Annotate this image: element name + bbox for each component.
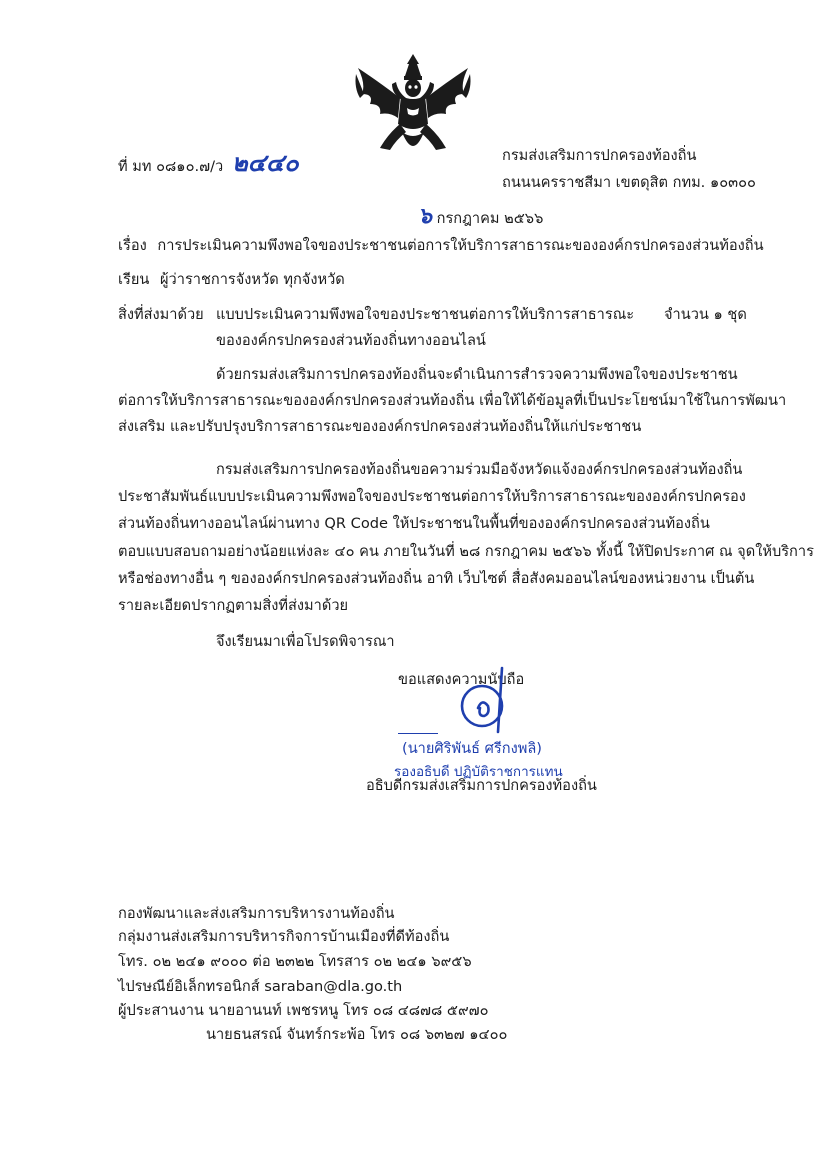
signer-title-acting: รองอธิบดี ปฏิบัติราชการแทน [394,764,563,780]
footer-phone: โทร. ๐๒ ๒๔๑ ๙๐๐๐ ต่อ ๒๓๒๒ โทรสาร ๐๒ ๒๔๑ ๖๙๕๖ [118,953,472,970]
footer-coordinator-2: นายธนสรณ์ จันทร์กระพ้อ โทร ๐๘ ๖๓๒๗ ๑๔๐๐ [206,1026,508,1043]
garuda-emblem-icon [352,54,474,160]
closing-salutation: ขอแสดงความนับถือ [398,671,525,688]
body-p1-line3: ส่งเสริม และปรับปรุงบริการสาธารณะขององค์กรปกครองส่วนท้องถิ่นให้แก่ประชาชน [118,418,642,435]
recipient-label: เรียน [118,271,150,288]
enclosure-quantity: จำนวน ๑ ชุด [664,306,747,323]
org-name: กรมส่งเสริมการปกครองท้องถิ่น [502,147,697,164]
signer-title: อธิบดีกรมส่งเสริมการปกครองท้องถิ่น [366,777,597,794]
handwritten-signature-icon [440,662,530,736]
letter-date [418,198,543,233]
date-month-year: กรกฎาคม ๒๕๖๖ [436,210,544,227]
body-p2-line2: ประชาสัมพันธ์แบบประเมินความพึงพอใจของประชาชนต่อการให้บริการสาธารณะขององค์กรปกครอง [118,488,746,505]
subject-line [118,234,764,257]
signature-underline [398,733,438,734]
recipient-text: ผู้ว่าราชการจังหวัด ทุกจังหวัด [160,271,345,288]
reference-line [118,143,299,182]
signer-name: (นายศิริพันธ์ ศรีกงพลิ) [402,740,542,757]
reference-number: ๒๔๔๐ [231,148,299,177]
subject-text: การประเมินความพึงพอใจของประชาชนต่อการให้บริการสาธารณะขององค์กรปกครองส่วนท้องถิ่น [157,237,764,254]
body-p2-line6: รายละเอียดปรากฏตามสิ่งที่ส่งมาด้วย [118,597,349,614]
footer-email: ไปรษณีย์อิเล็กทรอนิกส์ saraban@dla.go.th [118,978,403,995]
footer-section: กลุ่มงานส่งเสริมการบริหารกิจการบ้านเมืองที่ดีท้องถิ่น [118,928,450,945]
body-p1-line2: ต่อการให้บริการสาธารณะขององค์กรปกครองส่วนท้องถิ่น เพื่อให้ได้ข้อมูลที่เป็นประโยชน์มาใช้ในการพัฒนา [118,392,787,409]
enclosure-label: สิ่งที่ส่งมาด้วย [118,306,204,323]
body-p2-line3: ส่วนท้องถิ่นทางออนไลน์ผ่านทาง QR Code ให้ประชาชนในพื้นที่ขององค์กรปกครองส่วนท้องถิ่น [118,515,710,532]
footer-division: กองพัฒนาและส่งเสริมการบริหารงานท้องถิ่น [118,905,395,922]
body-p2-line4: ตอบแบบสอบถามอย่างน้อยแห่งละ ๔๐ คน ภายในวันที่ ๒๘ กรกฎาคม ๒๕๖๖ ทั้งนี้ ให้ปิดประกาศ ณ จุดให้บริการ [118,543,814,560]
reference-prefix: ที่ มท ๐๘๑๐.๗/ว [118,158,224,175]
body-p2-line1: กรมส่งเสริมการปกครองท้องถิ่นขอความร่วมมือจังหวัดแจ้งองค์กรปกครองส่วนท้องถิ่น [216,461,743,478]
enclosure-line1: แบบประเมินความพึงพอใจของประชาชนต่อการให้บริการสาธารณะ [216,306,635,323]
org-address: ถนนนครราชสีมา เขตดุสิต กทม. ๑๐๓๐๐ [502,174,756,191]
footer-coordinator-1: ผู้ประสานงาน นายอานนท์ เพชรหนู โทร ๐๘ ๔๘๗๘ ๕๙๗๐ [118,1002,489,1019]
closing-request: จึงเรียนมาเพื่อโปรดพิจารณา [216,633,395,650]
date-day: ๖ [418,203,432,229]
body-p1-line1: ด้วยกรมส่งเสริมการปกครองท้องถิ่นจะดำเนินการสำรวจความพึงพอใจของประชาชน [216,366,738,383]
enclosure-line2: ขององค์กรปกครองส่วนท้องถิ่นทางออนไลน์ [216,332,486,349]
subject-label: เรื่อง [118,237,147,254]
body-p2-line5: หรือช่องทางอื่น ๆ ขององค์กรปกครองส่วนท้องถิ่น อาทิ เว็บไซต์ สื่อสังคมออนไลน์ของหน่วยงาน เป็นต้น [118,570,755,587]
recipient-line [118,268,345,291]
